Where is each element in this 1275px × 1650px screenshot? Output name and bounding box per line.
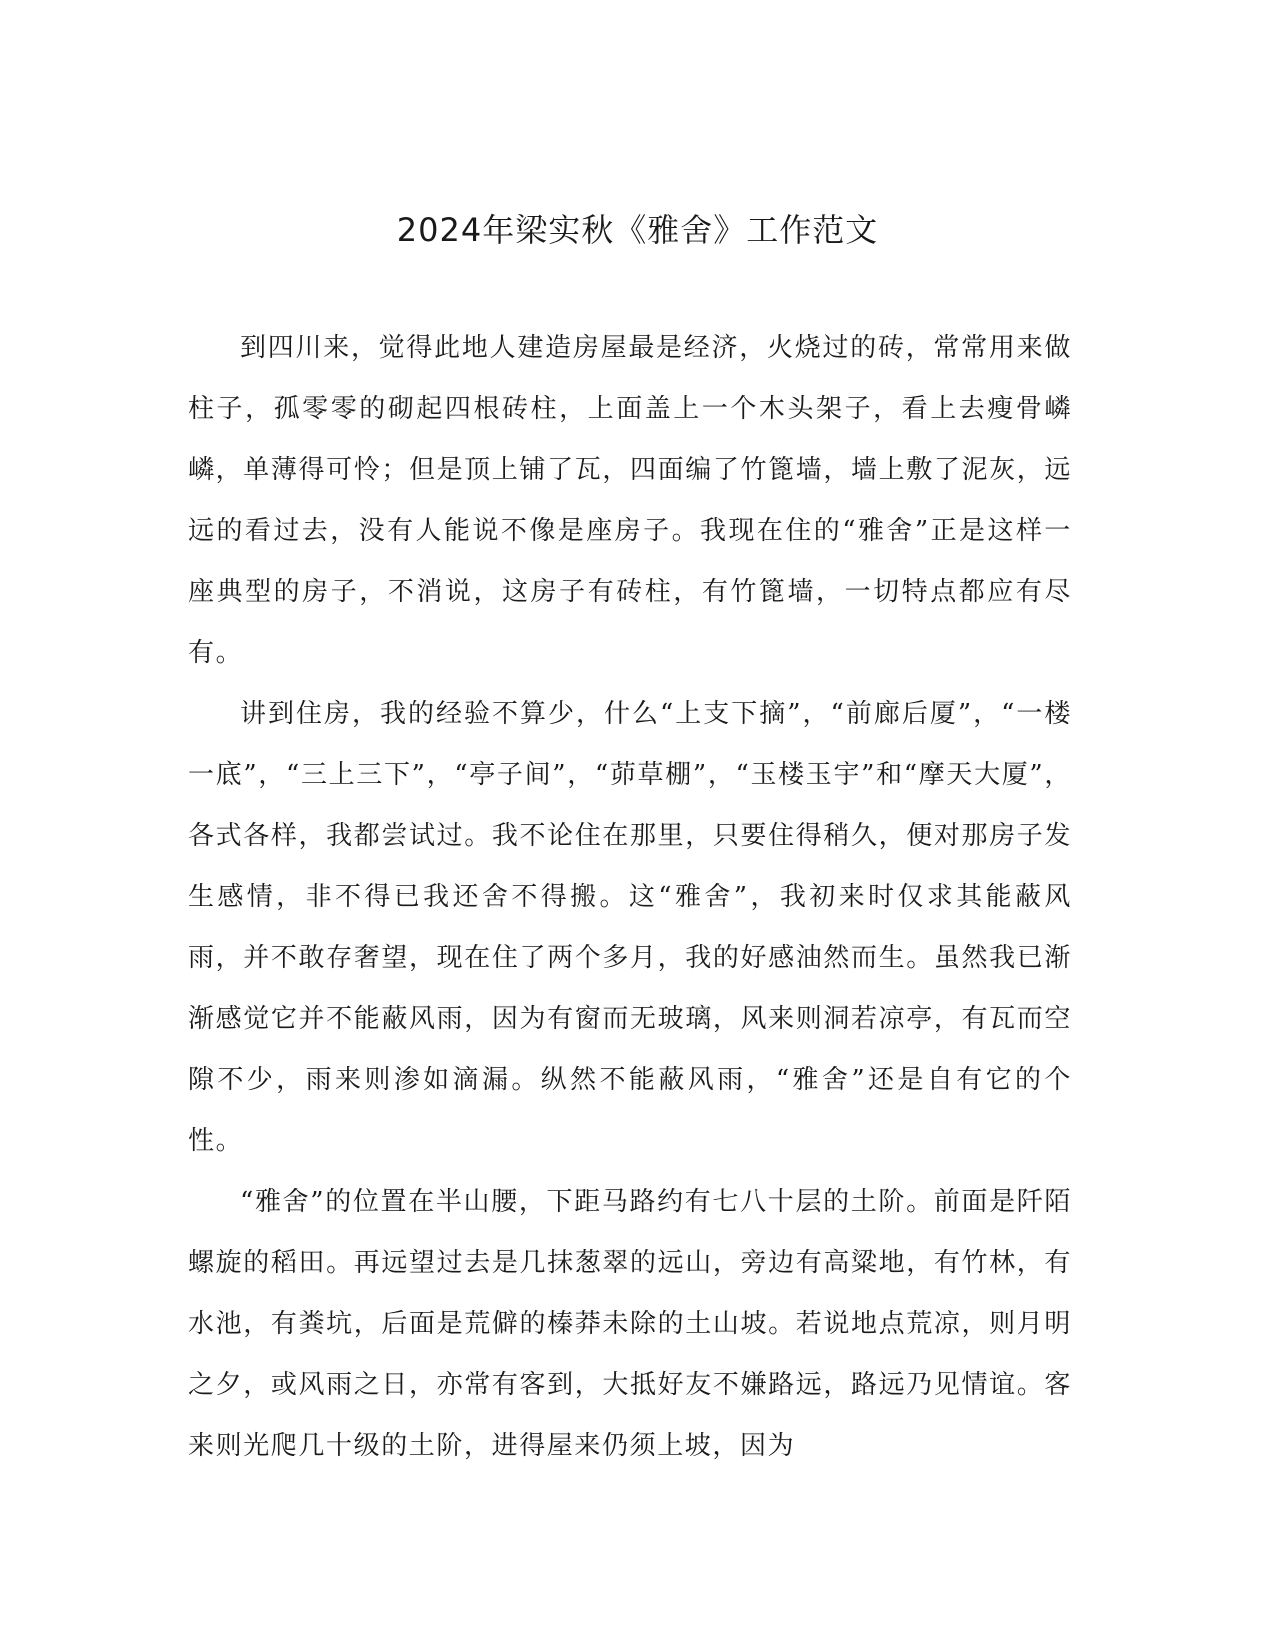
paragraph-2: 讲到住房，我的经验不算少，什么“上支下摘”，“前廊后厦”，“一楼一底”，“三上三下”，“亭子间”，“茆草棚”，“玉楼玉宇”和“摩天大厦”，各式各样，我都尝试过。我不论住在那里，只要住得稍久，便对那房子发生感情，非不得已我还舍不得搬。这“雅舍”，我初来时仅求其能蔽风雨，并不敢存奢望，现在住了两个多月，我的好感油然而生。虽然我已渐渐感觉它并不能蔽风雨，因为有窗而无玻璃，风来则洞若凉亭，有瓦而空隙不少，雨来则渗如滴漏。纵然不能蔽风雨，“雅舍”还是自有它的个性。 — [188, 699, 1072, 1156]
paragraph-3: “雅舍”的位置在半山腰，下距马路约有七八十层的土阶。前面是阡陌螺旋的稻田。再远望过去是几抹葱翠的远山，旁边有高粱地，有竹林，有水池，有粪坑，后面是荒僻的榛莽未除的土山坡。若说地点荒凉，则月明之夕，或风雨之日，亦常有客到，大抵好友不嫌路远，路远乃见情谊。客来则光爬几十级的土阶，进得屋来仍须上坡，因为 — [188, 1187, 1072, 1461]
paragraph-1: 到四川来，觉得此地人建造房屋最是经济，火烧过的砖，常常用来做柱子，孤零零的砌起四根砖柱，上面盖上一个木头架子，看上去瘦骨嶙嶙，单薄得可怜；但是顶上铺了瓦，四面编了竹篦墙，墙上敷了泥灰，远远的看过去，没有人能说不像是座房子。我现在住的“雅舍”正是这样一座典型的房子，不消说，这房子有砖柱，有竹篦墙，一切特点都应有尽有。 — [188, 333, 1072, 668]
document-body — [188, 318, 1072, 1477]
document-title: 2024年梁实秋《雅舍》工作范文 — [396, 211, 879, 249]
